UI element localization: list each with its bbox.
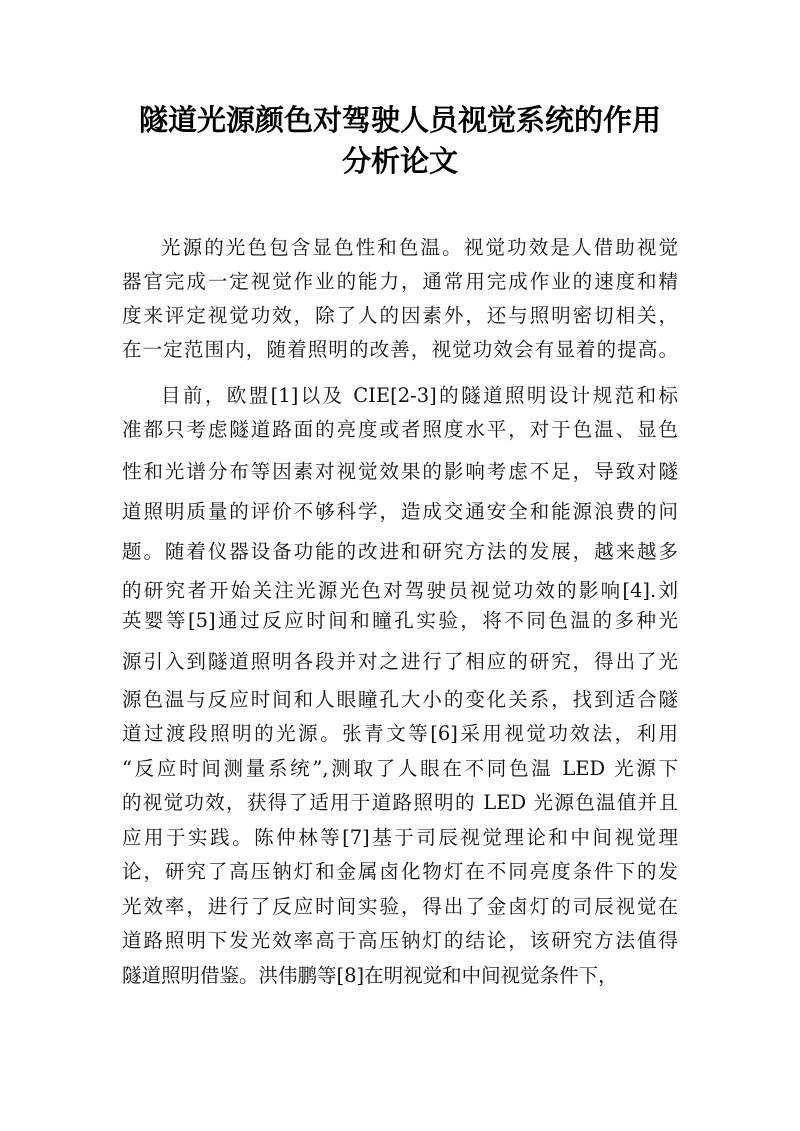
document-title-line-2: 分析论文 (341, 144, 458, 178)
paragraph-2-line-5: 题。随着仪器设备功能的改进和研究方法的发展，越来越多 (122, 540, 678, 563)
paragraph-2-line-12: 的视觉功效，获得了适用于道路照明的 LED 光源色温值并且 (122, 791, 678, 814)
paragraph-2-line-15: 光效率，进行了反应时间实验，得出了金卤灯的司辰视觉在 (122, 895, 678, 918)
paragraph-2-line-10: 道过渡段照明的光源。张青文等[6]采用视觉功效法，利用 (122, 722, 678, 745)
paragraph-2-line-6: 的研究者开始关注光源光色对驾驶员视觉功效的影响[4].刘 (122, 579, 678, 602)
document-title-line-1: 隧道光源颜色对驾驶人员视觉系统的作用 (138, 103, 661, 137)
paragraph-2-line-3: 性和光谱分布等因素对视觉效果的影响考虑不足，导致对隧 (122, 460, 678, 483)
paragraph-2-line-2: 准都只考虑隧道路面的亮度或者照度水平，对于色温、显色 (122, 418, 678, 441)
paragraph-2-line-17: 隧道照明借鉴。洪伟鹏等[8]在明视觉和中间视觉条件下， (122, 964, 618, 987)
paragraph-2-line-1: 目前，欧盟[1]以及 CIE[2-3]的隧道照明设计规范和标 (161, 384, 678, 407)
paragraph-2-line-8: 源引入到隧道照明各段并对之进行了相应的研究，得出了光 (122, 650, 678, 673)
paragraph-2-line-7: 英婴等[5]通过反应时间和瞳孔实验，将不同色温的多种光 (122, 609, 678, 632)
paragraph-2-line-16: 道路照明下发光效率高于高压钠灯的结论，该研究方法值得 (122, 929, 678, 952)
paragraph-1-line-4: 在一定范围内，随着照明的改善，视觉功效会有显着的提高。 (122, 338, 678, 361)
paragraph-2-line-14: 论，研究了高压钠灯和金属卤化物灯在不同亮度条件下的发 (122, 860, 678, 883)
paragraph-1-line-2: 器官完成一定视觉作业的能力，通常用完成作业的速度和精 (122, 270, 678, 293)
paragraph-2-line-9: 源色温与反应时间和人眼瞳孔大小的变化关系，找到适合隧 (122, 688, 678, 711)
paragraph-2-line-13: 应用于实践。陈仲林等[7]基于司辰视觉理论和中间视觉理 (122, 826, 678, 849)
paragraph-2-line-4: 道照明质量的评价不够科学，造成交通安全和能源浪费的问 (122, 500, 678, 523)
paragraph-1-line-3: 度来评定视觉功效，除了人的因素外，还与照明密切相关， (122, 304, 678, 327)
paragraph-2-line-11: “反应时间测量系统”,测取了人眼在不同色温 LED 光源下 (122, 757, 678, 780)
paragraph-1-line-1: 光源的光色包含显色性和色温。视觉功效是人借助视觉 (161, 236, 678, 259)
